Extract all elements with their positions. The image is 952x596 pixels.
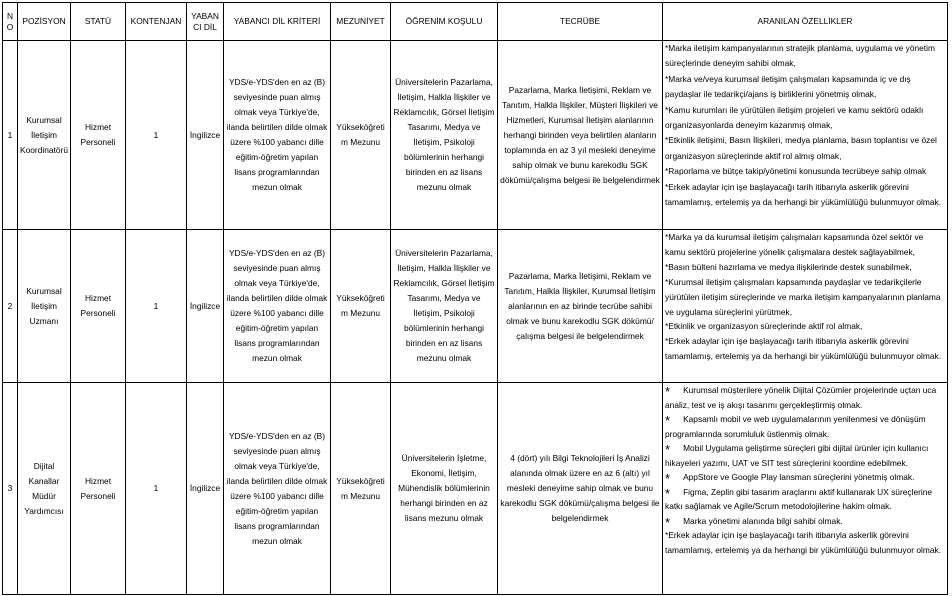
cell-pozisyon: Kurumsal İletişim Uzmanı bbox=[18, 230, 71, 383]
feature-text: Mobil Uygulama geliştirme süreçleri gibi dijital ürünler için kullanıcı hikayeleri yazımı, UAT ve SIT test süreçlerini koordine edebilmek. bbox=[665, 443, 929, 468]
cell-kontenjan: 1 bbox=[126, 41, 187, 230]
feature-item bbox=[665, 441, 945, 470]
header-row bbox=[3, 3, 948, 41]
bullet-star-icon: * bbox=[665, 442, 671, 457]
feature-text: AppStore ve Google Play lansman süreçlerini yönetmiş olmak. bbox=[683, 472, 915, 482]
feature-item bbox=[665, 485, 945, 514]
feature-text: Kapsamlı mobil ve web uygulamalarının yenilenmesi ve dönüşüm programlarında sorumluluk üstlenmiş olmak. bbox=[665, 414, 926, 439]
cell-yabanci-dil: İngilizce bbox=[187, 230, 224, 383]
cell-ogrenim-kosulu: Üniversitelerin İşletme, Ekonomi, İletişim, Mühendislik bölümlerinin herhangi birinden en az lisans mezunu olmak bbox=[391, 383, 498, 595]
header-tecrube: TECRÜBE bbox=[498, 3, 663, 41]
feature-text: Figma, Zeplin gibi tasarım araçlarını aktif kullanarak UX süreçlerine katkı sağlamak ve Agile/Scrum metodolojilerine hakim olmak. bbox=[665, 486, 933, 511]
cell-statu: Hizmet Personeli bbox=[71, 230, 126, 383]
feature-item: *Erkek adaylar için işe başlayacağı tarih itibarıyla askerlik görevini tamamlamış, ertelemiş ya da herhangi bir yükümlülüğü bulunmuyor olmak. bbox=[665, 336, 942, 362]
cell-ogrenim-kosulu: Üniversitelerin Pazarlama, İletişim, Halkla İlişkiler ve Reklamcılık, Görsel İletişim Tasarımı, Medya ve İletişim, Psikoloji bölümlerinin herhangi birinden en az lisans mezunu olmak bbox=[391, 41, 498, 230]
cell-no: 2 bbox=[3, 230, 18, 383]
header-pozisyon: POZİSYON bbox=[18, 3, 71, 41]
feature-item: *Erkek adaylar için işe başlayacağı tarih itibarıyla askerlik görevini tamamlamış, ertelemiş ya da herhangi bir yükümlülüğü bulunmuyor olmak. bbox=[665, 530, 942, 555]
feature-item: *Erkek adaylar için işe başlayacağı tarih itibarıyla askerlik görevini tamamlamış, ertelemiş ya da herhangi bir yükümlülüğü bulunmuyor olmak. bbox=[665, 181, 942, 208]
bullet-star-icon: * bbox=[665, 384, 671, 399]
feature-item bbox=[665, 412, 945, 441]
cell-aranilan-ozellikler bbox=[663, 383, 948, 595]
cell-mezuniyet: Yükseköğretim Mezunu bbox=[331, 41, 391, 230]
table-row bbox=[3, 230, 948, 383]
bullet-star-icon: * bbox=[665, 413, 671, 428]
cell-statu: Hizmet Personeli bbox=[71, 41, 126, 230]
feature-item: *Marka ya da kurumsal iletişim çalışmaları kapsamında özel sektör ve kamu sektörü projelerine yönelik çalışmalara destek sağlayabilmek, bbox=[665, 232, 924, 257]
cell-mezuniyet: Yükseköğretim Mezunu bbox=[331, 383, 391, 595]
cell-pozisyon: Dijital Kanallar Müdür Yardımcısı bbox=[18, 383, 71, 595]
feature-item: *Etkinlik ve organizasyon süreçlerinde aktif rol almak, bbox=[665, 321, 863, 332]
feature-text: Kurumsal müşterilere yönelik Dijital Çözümler projelerinde uçtan uca analiz, test ve iş akışı tasarımı gerçekleştirmiş olmak. bbox=[665, 385, 937, 410]
cell-tecrube: Pazarlama, Marka İletişimi, Reklam ve Tanıtım, Halkla İlişkiler, Müşteri İlişkileri ve Hizmetleri, Kurumsal İletişim alanlarının herhangi birinden veya belirtilen alanların toplamında en az 3 yıl mesleki deneyime sahip olmak ve bunu karekodlu SGK dökümü/çalışma belgesi ile belgelendirmek bbox=[498, 41, 663, 230]
header-yabanci-dil: YABANCI DİL bbox=[187, 3, 224, 41]
bullet-star-icon: * bbox=[665, 471, 671, 486]
feature-item: *Marka iletişim kampanyalarının stratejik planlama, uygulama ve yönetim süreçlerinde deneyim sahibi olmak, bbox=[665, 43, 935, 69]
table-row bbox=[3, 383, 948, 595]
cell-aranilan-ozellikler bbox=[663, 41, 948, 230]
header-yabanci-dil-kriteri: YABANCI DİL KRİTERİ bbox=[224, 3, 331, 41]
header-kontenjan: KONTENJAN bbox=[126, 3, 187, 41]
cell-no: 1 bbox=[3, 41, 18, 230]
feature-item: *Etkinlik iletişimi, Basın İlişkileri, medya planlama, basın toplantısı ve özel organizasyon süreçlerinde aktif rol almış olmak, bbox=[665, 135, 937, 161]
table-row bbox=[3, 41, 948, 230]
feature-item: *Kurumsal iletişim çalışmaları kapsamında paydaşlar ve tedarikçilerle yürütülen iletişim süreçlerinde ve marka iletişim kampanyalarının planlama ve uygulama süreçlerini yürütmek, bbox=[665, 276, 941, 317]
feature-text: Marka yönetimi alanında bilgi sahibi olmak. bbox=[683, 515, 843, 526]
header-aranilan-ozellikler: ARANILAN ÖZELLİKLER bbox=[663, 3, 948, 41]
header-statu: STATÜ bbox=[71, 3, 126, 41]
cell-kontenjan: 1 bbox=[126, 383, 187, 595]
cell-tecrube: Pazarlama, Marka İletişimi, Reklam ve Tanıtım, Halkla İlişkiler, Kurumsal İletişim alanlarının en az birinde tecrübe sahibi olmak ve bunu karekodlu SGK dökümü/çalışma belgesi ile belgelendirmek bbox=[498, 230, 663, 383]
job-listing-table bbox=[2, 2, 948, 595]
feature-item: *Kamu kurumları ile yürütülen iletişim projeleri ve kamu sektörü odaklı organizasyonlarda deneyim kazanmış olmak, bbox=[665, 104, 924, 131]
feature-item bbox=[665, 514, 945, 529]
header-mezuniyet: MEZUNİYET bbox=[331, 3, 391, 41]
feature-item bbox=[665, 470, 945, 485]
cell-mezuniyet: Yükseköğretim Mezunu bbox=[331, 230, 391, 383]
feature-item bbox=[665, 383, 945, 412]
cell-aranilan-ozellikler bbox=[663, 230, 948, 383]
feature-item: *Marka ve/veya kurumsal iletişim çalışmaları kapsamında iç ve dış paydaşlar ile tedarikçi/ajans iş birliklerini yönetmiş olmak, bbox=[665, 73, 911, 100]
cell-statu: Hizmet Personeli bbox=[71, 383, 126, 595]
cell-yabanci-dil-kriteri: YDS/e-YDS'den en az (B) seviyesinde puan almış olmak veya Türkiye'de, ilanda belirtilen dilde olmak üzere %100 yabancı dille eğitim-öğretim yapılan lisans programlarından mezun olmak bbox=[224, 383, 331, 595]
cell-kontenjan: 1 bbox=[126, 230, 187, 383]
cell-yabanci-dil: İngilizce bbox=[187, 383, 224, 595]
header-no: NO bbox=[3, 3, 18, 41]
cell-ogrenim-kosulu: Üniversitelerin Pazarlama, İletişim, Halkla İlişkiler ve Reklamcılık, Görsel İletişim Tasarımı, Medya ve İletişim, Psikoloji bölümlerinin herhangi birinden en az lisans mezunu olmak bbox=[391, 230, 498, 383]
cell-yabanci-dil: İngilizce bbox=[187, 41, 224, 230]
cell-pozisyon: Kurumsal İletişim Koordinatörü bbox=[18, 41, 71, 230]
header-ogrenim-kosulu: ÖĞRENİM KOŞULU bbox=[391, 3, 498, 41]
cell-no: 3 bbox=[3, 383, 18, 595]
feature-item: *Raporlama ve bütçe takip/yönetimi konusunda tecrübeye sahip olmak bbox=[665, 166, 927, 177]
cell-yabanci-dil-kriteri: YDS/e-YDS'den en az (B) seviyesinde puan almış olmak veya Türkiye'de, ilanda belirtilen dilde olmak üzere %100 yabancı dille eğitim-öğretim yapılan lisans programlarından mezun olmak bbox=[224, 230, 331, 383]
cell-tecrube: 4 (dört) yılı Bilgi Teknolojileri İş Analizi alanında olmak üzere en az 6 (altı) yıl mesleki deneyime sahip olmak ve bunu karekodlu SGK dökümü/çalışma belgesi ile belgelendirmek bbox=[498, 383, 663, 595]
bullet-star-icon: * bbox=[665, 514, 671, 530]
cell-yabanci-dil-kriteri: YDS/e-YDS'den en az (B) seviyesinde puan almış olmak veya Türkiye'de, ilanda belirtilen dilde olmak üzere %100 yabancı dille eğitim-öğretim yapılan lisans programlarından mezun olmak bbox=[224, 41, 331, 230]
bullet-star-icon: * bbox=[665, 485, 671, 501]
job-listing-table-container bbox=[2, 2, 948, 595]
feature-item: *Basın bülteni hazırlama ve medya ilişkilerinde destek sunabilmek, bbox=[665, 261, 912, 272]
